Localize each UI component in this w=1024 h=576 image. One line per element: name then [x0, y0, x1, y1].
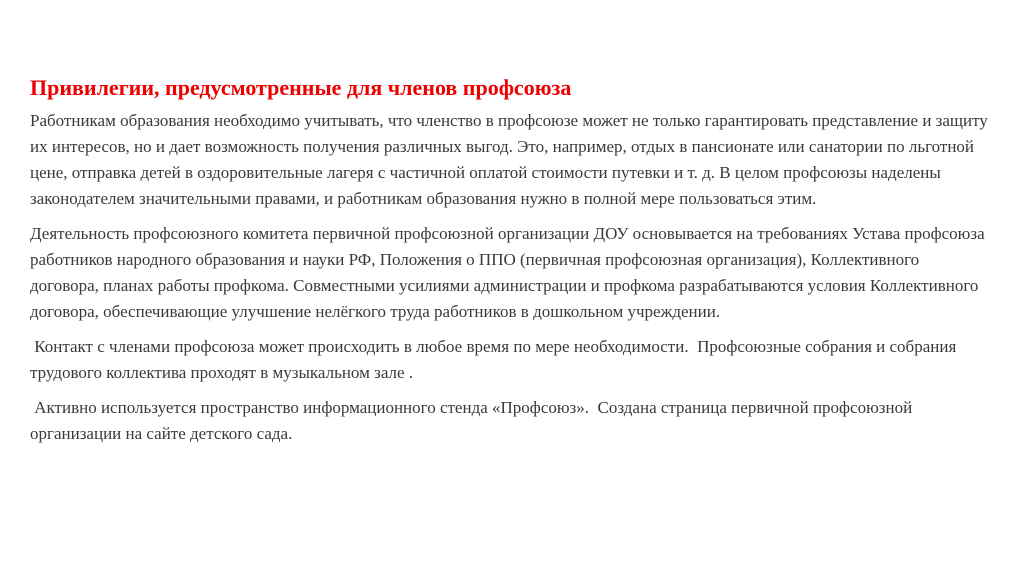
paragraph-benefits: Работникам образования необходимо учитывать, что членство в профсоюзе может не только гарантировать представление и защиту их интересов, но и дает возможность получения различных выгод. Это, например, отдых в пансионате или санатории по льготной цене, отправка детей в оздоровительные лагеря с частичной оплатой стоимости путевки и т. д. В целом профсоюзы наделены законодателем значительными правами, и работникам образования нужно в полной мере пользоваться этим.	[30, 111, 988, 208]
paragraph-contact: Контакт с членами профсоюза может происходить в любое время по мере необходимости. Профсоюзные собрания и собрания трудового коллектива проходят в музыкальном зале .	[30, 337, 961, 382]
paragraph-committee-activity: Деятельность профсоюзного комитета первичной профсоюзной организации ДОУ основывается на требованиях Устава профсоюза работников народного образования и науки РФ, Положения о ППО (первичная профсоюзная организация), Коллективного договора, планах работы профкома. Совместными усилиями администрации и профкома разрабатываются условия Коллективного договора, обеспечивающие улучшение нелёгкого труда работников в дошкольном учреждении.	[30, 224, 985, 321]
document-body	[30, 72, 990, 456]
paragraph-info-stand: Активно используется пространство информационного стенда «Профсоюз». Создана страница первичной профсоюзной организации на сайте детского сада.	[30, 398, 917, 443]
page-title: Привилегии, предусмотренные для членов профсоюза	[30, 75, 572, 100]
